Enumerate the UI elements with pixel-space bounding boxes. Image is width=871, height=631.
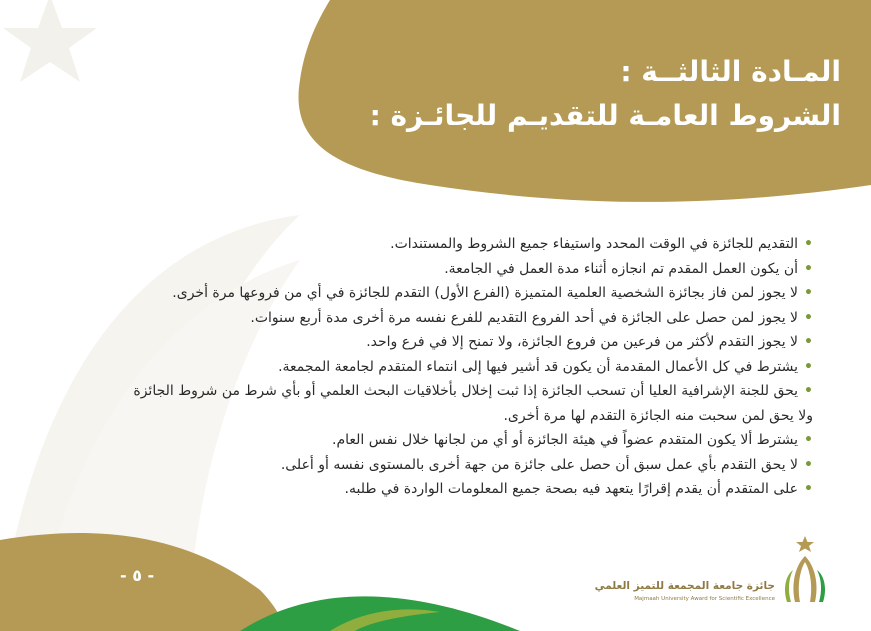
list-item-text: لا يجوز لمن فاز بجائزة الشخصية العلمية المتميزة (الفرع الأول) التقدم للجائزة في أي من فروعها مرة أخرى. [172,285,799,301]
logo-arabic-text: جائزة جامعة المجمعة للتميز العلمي [594,580,775,592]
bullet: • [804,432,813,448]
list-item [53,232,813,257]
list-item-text: لا يجوز لمن حصل على الجائزة في أحد الفروع التقديم للفرع نفسه مرة أخرى مدة أربع سنوات. [250,309,799,326]
list-item-text: على المتقدم أن يقدم إقرارًا يتعهد فيه بصحة جميع المعلومات الواردة في طلبه. [344,481,799,497]
title-line-1: المـادة الثالثــة : [620,55,841,88]
bullet: • [804,334,813,350]
bullet: • [804,260,813,277]
conditions-list [53,232,813,502]
list-item [53,379,813,404]
list-item [53,477,813,502]
list-item-text: لا يجوز التقدم لأكثر من فرعين من فروع الجائزة، ولا تمنح إلا في فرع واحد. [366,334,799,350]
list-item [53,453,813,478]
list-item [53,257,813,282]
list-item [53,355,813,380]
list-item-text: أن يكون العمل المقدم تم انجازه أثناء مدة العمل في الجامعة. [444,260,799,277]
page-number: - ٥ - [120,566,155,585]
star-watermark [3,0,97,82]
logo-english-text: Majmaah University Award for Scientific Excellence [634,596,775,602]
bullet: • [804,285,813,301]
list-item-text: لا يحق التقدم بأي عمل سبق أن حصل على جائزة من جهة أخرى بالمستوى نفسه أو أعلى. [280,456,799,473]
list-item [53,281,813,306]
list-item-text: ولا يحق لمن سحبت منه الجائزة التقدم لها مرة أخرى. [503,407,813,424]
bullet: • [804,358,813,375]
bullet: • [804,309,813,326]
list-item-text: يشترط ألا يكون المتقدم عضواً في هيئة الجائزة أو أي من لجانها خلال نفس العام. [332,432,799,448]
list-item-text: يشترط في كل الأعمال المقدمة أن يكون قد أشير فيها إلى انتماء المتقدم لجامعة المجمعة. [278,358,799,375]
list-item [53,428,813,453]
list-item-text: التقديم للجائزة في الوقت المحدد واستيفاء جميع الشروط والمستندات. [390,236,799,252]
bullet: • [804,383,813,399]
list-item-continuation [53,404,813,429]
list-item-text: يحق للجنة الإشرافية العليا أن تسحب الجائزة إذا ثبت إخلال بأخلاقيات البحث العلمي أو بأي شرط من شروط الجائزة [133,383,799,399]
list-item [53,330,813,355]
bullet: • [804,456,813,473]
article-title [321,50,841,138]
bullet: • [804,481,813,497]
bullet: • [804,236,813,252]
award-logo [594,536,829,616]
title-line-2: الشروط العامـة للتقديـم للجائـزة : [369,99,841,132]
list-item [53,306,813,331]
award-logo-icon [781,536,829,606]
